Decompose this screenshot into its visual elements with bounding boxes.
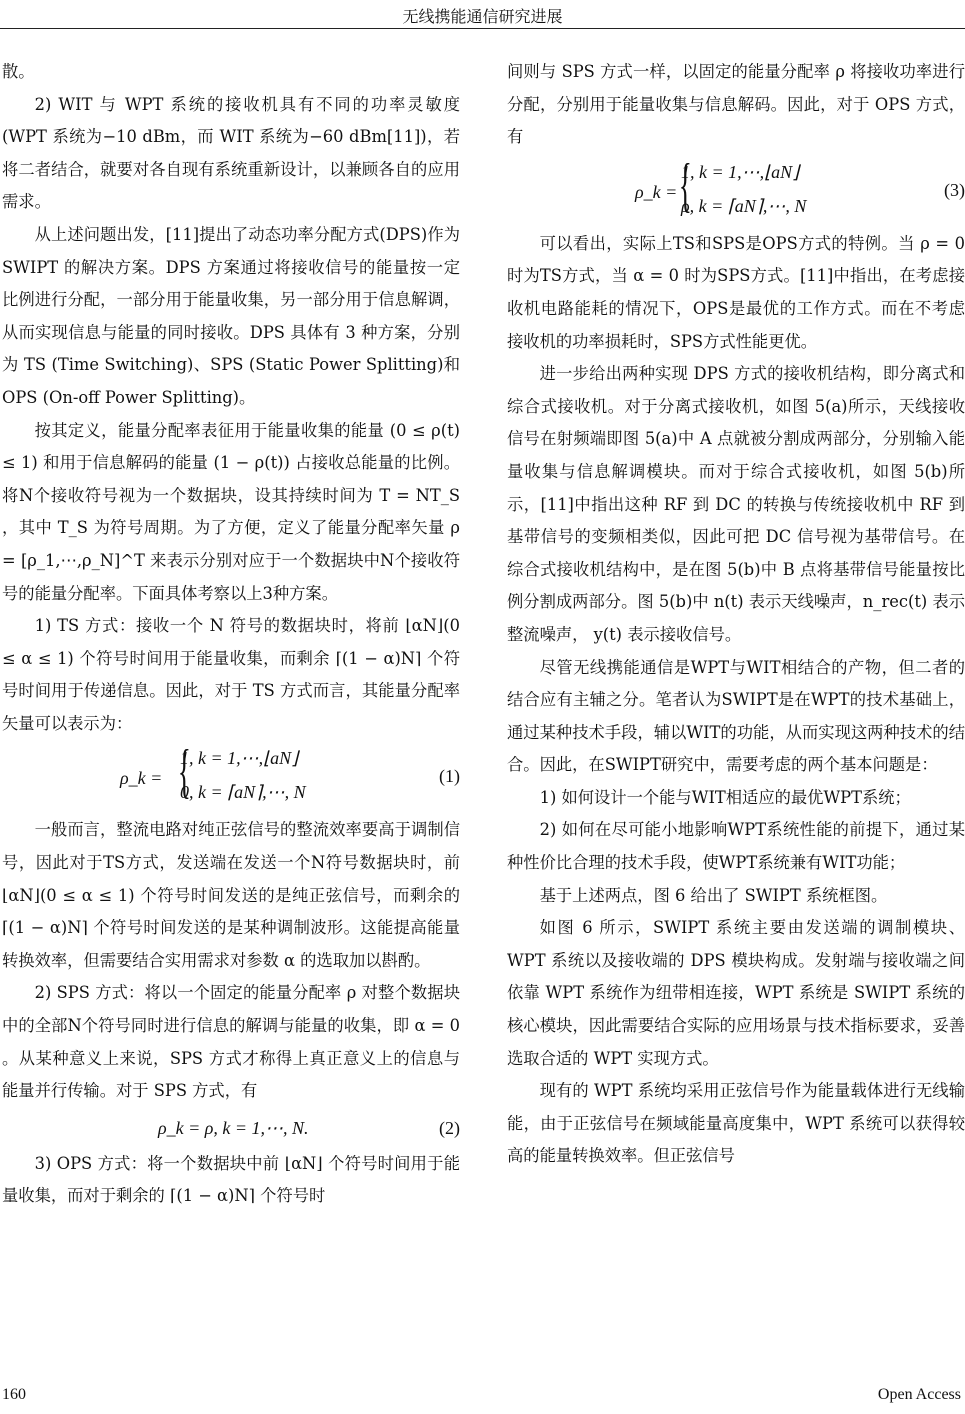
right-column: [507, 56, 965, 1173]
paragraph: 1) TS 方式：接收一个 N 符号的数据块时，将前 ⌊αN⌋(0 ≤ α ≤ 1) 个符号时间用于能量收集，而剩余 ⌈(1 − α)N⌉ 个符号时间用于传递信息。因此，对于 TS 方式而言，其能量分配率矢量可以表示为：: [2, 616, 460, 733]
paragraph: 从上述问题出发，[11]提出了动态功率分配方式(DPS)作为 SWIPT 的解决方案。DPS 方案通过将接收信号的能量按一定比例进行分配，一部分用于能量收集，另一部分用于信息解调，从而实现信息与能量的同时接收。DPS 具体有 3 种方案，分别为 TS (Time Switching)、SPS (Static Power Splitting)和 OPS (On-off Power Splitting)。: [2, 224, 460, 407]
equation-3: [507, 151, 965, 222]
equation-brace: {: [177, 738, 191, 805]
equation-2: [2, 1108, 460, 1148]
paragraph: 2) 如何在尽可能小地影响WPT系统性能的前提下，通过某种性价比合理的技术手段，使WPT系统兼有WIT功能；: [507, 820, 965, 873]
paragraph: 进一步给出两种实现 DPS 方式的接收机结构，即分离式和综合式接收机。对于分离式接收机，如图 5(a)所示，天线接收信号在射频端即图 5(a)中 A 点就被分割成两部分，分别输入能量收集与信息解调模块。而对于综合式接收机，如图 5(b)所示，[11]中指出这种 RF 到 DC 的转换与传统接收机中 RF 到基带信号的变频相类似，因此可把 DC 信号视为基带信号。在综合式接收机结构中，是在图 5(b)中 B 点将基带信号能量按比例分割成两部分。图 5(b)中 n(t) 表示天线噪声，n_rec(t) 表示整流噪声， y(t) 表示接收信号。: [507, 364, 965, 644]
paragraph: 可以看出，实际上TS和SPS是OPS方式的特例。当 ρ = 0 时为TS方式，当 α = 0 时为SPS方式。[11]中指出，在考虑接收机电路能耗的情况下，OPS是最优的工作方式。而在不考虑接收机的功率损耗时，SPS方式性能更优。: [507, 233, 965, 351]
equation-number: (1): [439, 766, 460, 787]
page-number: 160: [2, 1386, 26, 1403]
paragraph: 1) 如何设计一个能与WIT相适应的最优WPT系统；: [539, 787, 911, 807]
equation-case-2: ρ, k = ⌈aN⌉,⋯, N: [681, 195, 807, 216]
paragraph: 尽管无线携能通信是WPT与WIT相结合的产物，但二者的结合应有主辅之分。笔者认为SWIPT是在WPT的技术基础上，通过某种技术手段，辅以WIT的功能，从而实现这两种技术的结合。因此，在SWIPT研究中，需要考虑的两个基本问题是：: [507, 657, 965, 775]
equation-case-2: 0, k = ⌈aN⌉,⋯, N: [180, 782, 306, 803]
header-rule: [0, 28, 965, 29]
paragraph: 间则与 SPS 方式一样，以固定的能量分配率 ρ 将接收功率进行分配，分别用于能量收集与信息解码。因此，对于 OPS 方式，有: [507, 62, 965, 147]
footer-label: Open Access: [877, 1386, 961, 1403]
equation-case-1: 1, k = 1,⋯,⌊aN⌋: [180, 748, 299, 769]
paragraph: 基于上述两点，图 6 给出了 SWIPT 系统框图。: [539, 885, 888, 905]
paragraph: 3) OPS 方式：将一个数据块中前 ⌊αN⌋ 个符号时间用于能量收集，而对于剩余的 ⌈(1 − α)N⌉ 个符号时: [2, 1153, 460, 1206]
equation-brace: {: [678, 151, 692, 218]
equation-number: (2): [439, 1117, 460, 1138]
equation-number: (3): [944, 179, 965, 200]
paragraph: 现有的 WPT 系统均采用正弦信号作为能量载体进行无线输能，由于正弦信号在频域能量高度集中，WPT 系统可以获得较高的能量转换效率。但正弦信号: [507, 1081, 965, 1166]
paragraph: 如图 6 所示，SWIPT 系统主要由发送端的调制模块、WPT 系统以及接收端的 DPS 模块构成。发射端与接收端之间依靠 WPT 系统作为纽带相连接，WPT 系统是 SWIPT 系统的核心模块，因此需要结合实际的应用场景与技术指标要求，妥善选取合适的 WPT 实现方式。: [507, 918, 965, 1068]
paragraph: 按其定义，能量分配率表征用于能量收集的能量 (0 ≤ ρ(t) ≤ 1) 和用于信息解码的能量 (1 − ρ(t)) 占接收总能量的比例。将N个接收符号视为一个数据块，设其持续时间为 T = NT_S ，其中 T_S 为符号周期。为了方便，定义了能量分配率矢量 ρ = [ρ_1,⋯,ρ_N]^T 来表示分别对应于一个数据块中N个接收符号的能量分配率。下面具体考察以上3种方案。: [2, 420, 460, 603]
paragraph: 2) WIT 与 WPT 系统的接收机具有不同的功率灵敏度(WPT 系统为−10 dBm，而 WIT 系统为−60 dBm[11])，若将二者结合，就要对各自现有系统重新设计，以兼顾各自的应用需求。: [2, 94, 460, 212]
left-column: [2, 56, 460, 1213]
paragraph: 2) SPS 方式：将以一个固定的能量分配率 ρ 对整个数据块中的全部N个符号同时进行信息的解调与能量的收集，即 α = 0 。从某种意义上来说，SPS 方式才称得上真正意义上的信息与能量并行传输。对于 SPS 方式，有: [2, 983, 460, 1101]
paragraph: 一般而言，整流电路对纯正弦信号的整流效率要高于调制信号，因此对于TS方式，发送端在发送一个N符号数据块时，前 ⌊αN⌋(0 ≤ α ≤ 1) 个符号时间发送的是纯正弦信号，而剩余的 ⌈(1 − α)N⌉ 个符号时间发送的是某种调制波形。这能提高能量转换效率，但需要结合实用需求对参数 α 的选取加以斟酌。: [2, 820, 460, 970]
running-header: 无线携能通信研究进展: [402, 7, 563, 26]
equation-lhs: ρ_k =: [635, 181, 678, 202]
equation-lhs: ρ_k = ρ, k = 1,⋯, N.: [158, 1117, 309, 1138]
equation-lhs: ρ_k =: [120, 768, 163, 789]
equation-case-1: 1, k = 1,⋯,⌊aN⌋: [681, 161, 800, 182]
equation-1: [2, 738, 460, 808]
paragraph: 散。: [2, 62, 35, 81]
